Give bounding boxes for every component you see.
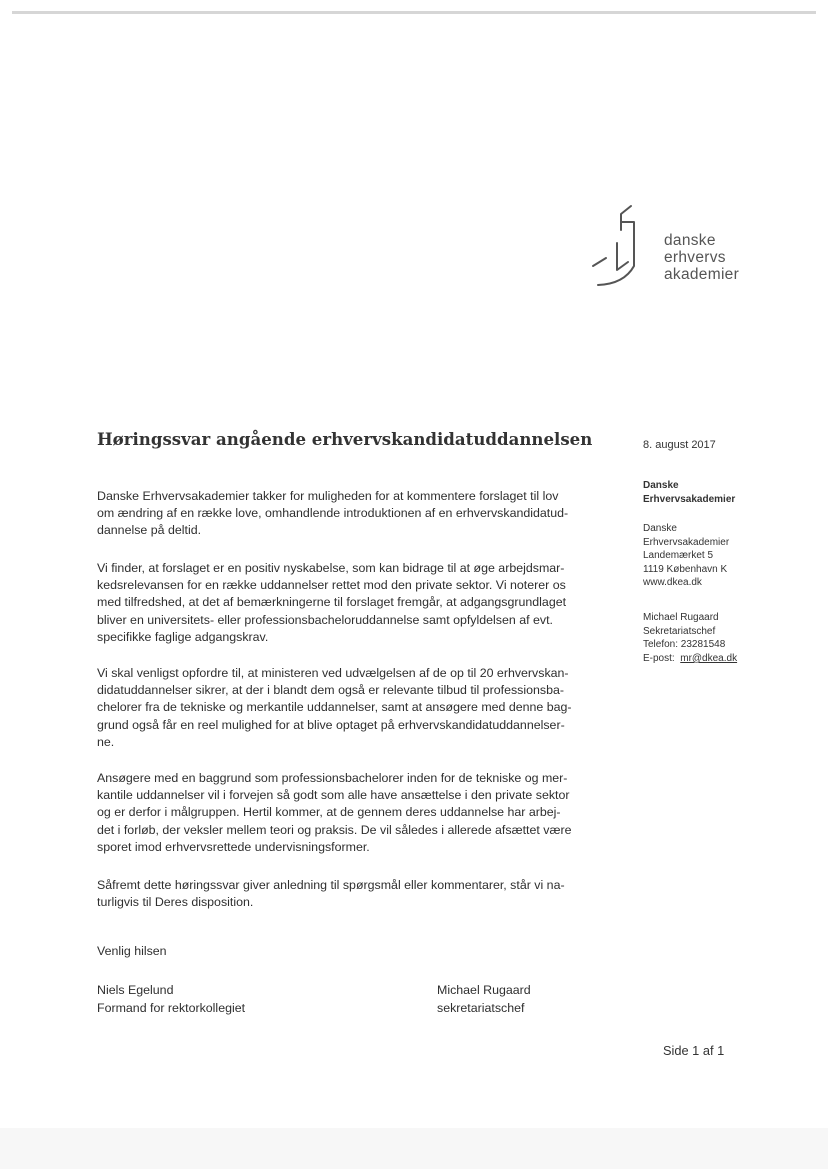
address-line: Danske	[643, 523, 677, 534]
text-line: Danske Erhvervsakademier takker for muligheden for at kommentere forslaget til lov	[97, 489, 559, 503]
closing-greeting: Venlig hilsen	[97, 944, 167, 958]
sidebar-contact	[643, 611, 737, 665]
paragraph-3	[97, 665, 609, 751]
text-line: Vi skal venligst opfordre til, at ministeren ved udvælgelsen af de op til 20 erhvervskan-	[97, 666, 569, 680]
email-link[interactable]: mr@dkea.dk	[680, 652, 738, 664]
text-line: og er derfor i målgruppen. Hertil kommer, at de gennem deres uddannelse har arbej-	[97, 805, 561, 820]
paragraph-1	[97, 488, 609, 540]
contact-role: Sekretariatschef	[643, 625, 716, 637]
signatory-name: Niels Egelund	[97, 983, 174, 997]
text-line: kedsrelevansen for en række uddannelser rettet mod den private sektor. Vi noterer os	[97, 578, 566, 593]
text-line: om ændring af en række love, omhandlende introduktionen af en erhvervskandidatud-	[97, 506, 569, 521]
contact-name: Michael Rugaard	[643, 612, 719, 623]
logo-line-2: erhvervs	[664, 249, 726, 266]
paragraph-4	[97, 770, 609, 856]
sidebar-organisation	[643, 479, 735, 506]
document-date: 8. august 2017	[643, 439, 716, 451]
text-line: dannelse på deltid.	[97, 523, 202, 538]
email-label: E-post:	[643, 652, 675, 664]
address-line: Landemærket 5	[643, 550, 714, 562]
text-line: turligvis til Deres disposition.	[97, 895, 254, 910]
text-line: didatuddannelser sikrer, at der i blandt dem også er relevante tilbud til professionsba-	[97, 683, 564, 698]
text-line: det i forløb, der veksler mellem teori og praksis. De vil således i allerede afsættet være	[97, 822, 572, 837]
text-line: Såfremt dette høringssvar giver anledning til spørgsmål eller kommentarer, står vi na-	[97, 878, 565, 892]
text-line: med tilfredshed, at det af bemærkningerne til forslaget fremgår, at adgangsgrundlaget	[97, 595, 567, 610]
text-line: chelorer fra de tekniske og merkantile uddannelser, samt at ansøgere med denne bag-	[97, 700, 572, 715]
signatory-title: sekretariatschef	[437, 1001, 525, 1015]
sidebar-address	[643, 522, 729, 590]
logo-line-1: danske	[664, 232, 716, 249]
contact-phone: Telefon: 23281548	[643, 639, 726, 651]
logo	[590, 203, 740, 298]
scan-edge-top	[12, 11, 816, 14]
signatory-right	[437, 981, 531, 1017]
paragraph-5	[97, 877, 609, 911]
contact-email-row	[643, 652, 737, 666]
logo-wordmark	[664, 232, 739, 283]
text-line: Ansøgere med en baggrund som professionsbachelorer inden for de tekniske og mer-	[97, 771, 568, 785]
website-link[interactable]: www.dkea.dk	[643, 577, 702, 589]
text-line: bliver en universitets- eller professionsbacheloruddannelse samt opfyldelsen af evt.	[97, 612, 553, 627]
org-name-line: Danske	[643, 480, 679, 491]
text-line: Vi finder, at forslaget er en positiv nyskabelse, som kan bidrage til at øge arbejdsmar-	[97, 561, 565, 575]
document-title: Høringssvar angående erhvervskandidatuddannelsen	[97, 429, 593, 449]
text-line: specifikke faglige adgangskrav.	[97, 629, 269, 644]
paragraph-2	[97, 560, 609, 646]
page-number: Side 1 af 1	[663, 1043, 725, 1058]
text-line: ne.	[97, 734, 115, 749]
text-line: grund også får en reel mulighed for at blive optaget på erhvervskandidatuddannelser-	[97, 717, 565, 732]
logo-mark-icon	[590, 203, 664, 298]
address-line: Erhvervsakademier	[643, 536, 730, 548]
signatory-name: Michael Rugaard	[437, 983, 531, 997]
signatory-title: Formand for rektorkollegiet	[97, 1001, 246, 1015]
signatory-left	[97, 981, 245, 1017]
scan-edge-bottom	[0, 1128, 828, 1169]
logo-line-3: akademier	[664, 266, 740, 283]
text-line: sporet imod erhvervsrettede undervisningsformer.	[97, 839, 370, 854]
address-line: 1119 København K	[643, 563, 728, 575]
org-name-line: Erhvervsakademier	[643, 493, 736, 505]
text-line: kantile uddannelser vil i forvejen så godt som alle have ansættelse i den private sektor	[97, 788, 570, 803]
